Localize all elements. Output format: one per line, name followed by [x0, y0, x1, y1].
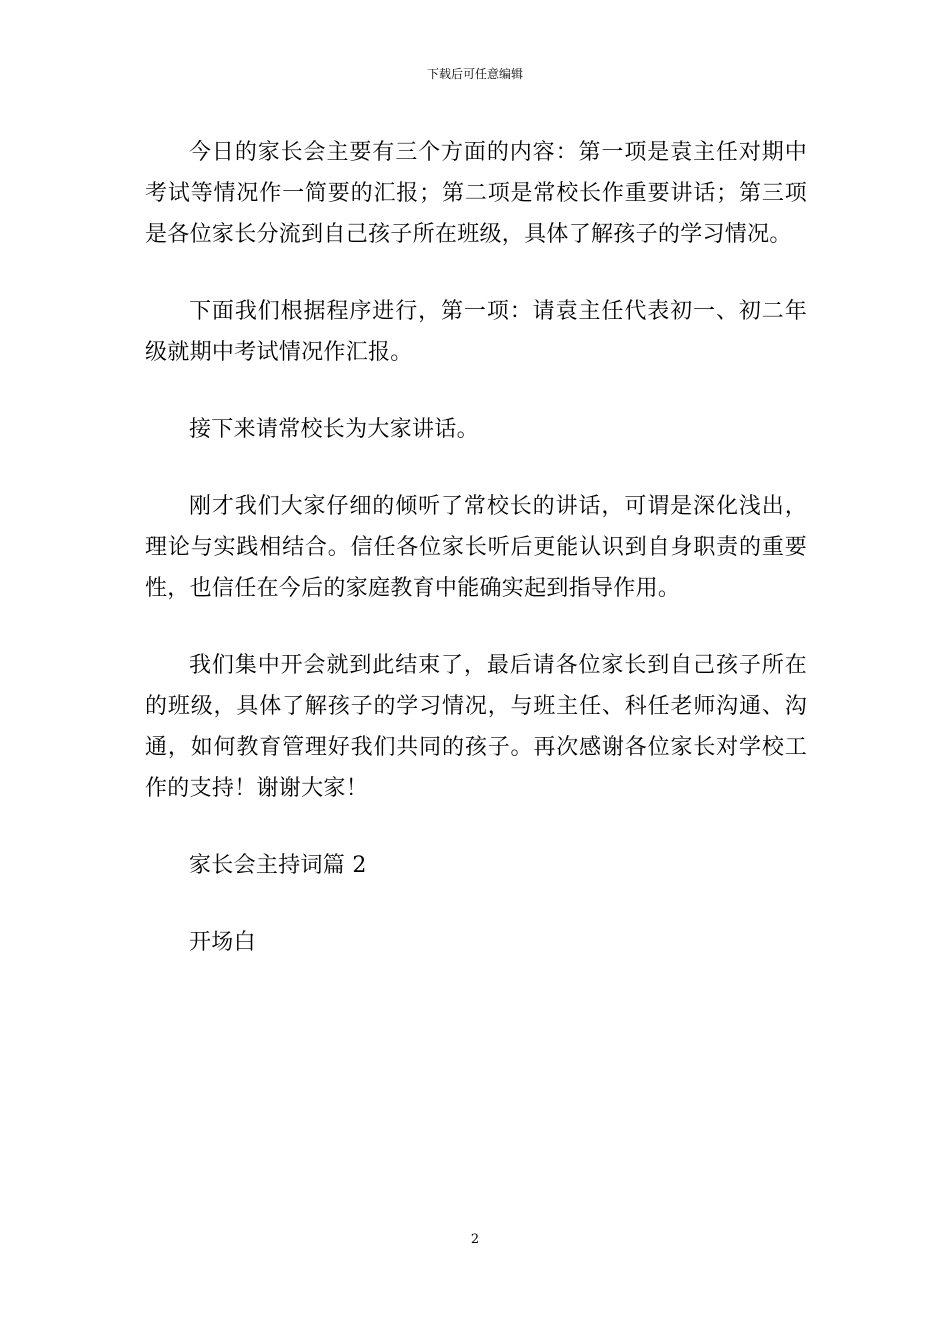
- paragraph-speech-summary: 刚才我们大家仔细的倾听了常校长的讲话，可谓是深化浅出，理论与实践相结合。信任各位家长听后更能认识到自身职责的重要性，也信任在今后的家庭教育中能确实起到指导作用。: [145, 494, 807, 601]
- paragraph-principal-speech: 接下来请常校长为大家讲话。: [189, 417, 479, 442]
- page-number: 2: [470, 1232, 480, 1247]
- page-header: 下载后可任意编辑: [426, 67, 523, 81]
- paragraph-first-item: 下面我们根据程序进行，第一项：请袁主任代表初一、初二年级就期中考试情况作汇报。: [145, 299, 807, 365]
- paragraph-agenda: 今日的家长会主要有三个方面的内容：第一项是袁主任对期中考试等情况作一简要的汇报；第二项是常校长作重要讲话；第三项是各位家长分流到自己孩子所在班级，具体了解孩子的学习情况。: [145, 140, 807, 247]
- subsection-heading: 开场白: [189, 930, 256, 955]
- document-body: [145, 132, 807, 999]
- section-heading: 家长会主持词篇 2: [189, 853, 367, 878]
- paragraph-closing: 我们集中开会就到此结束了，最后请各位家长到自己孩子所在的班级，具体了解孩子的学习情况，与班主任、科任老师沟通、沟通，如何教育管理好我们共同的孩子。再次感谢各位家长对学校工作的支持！谢谢大家！: [145, 653, 807, 801]
